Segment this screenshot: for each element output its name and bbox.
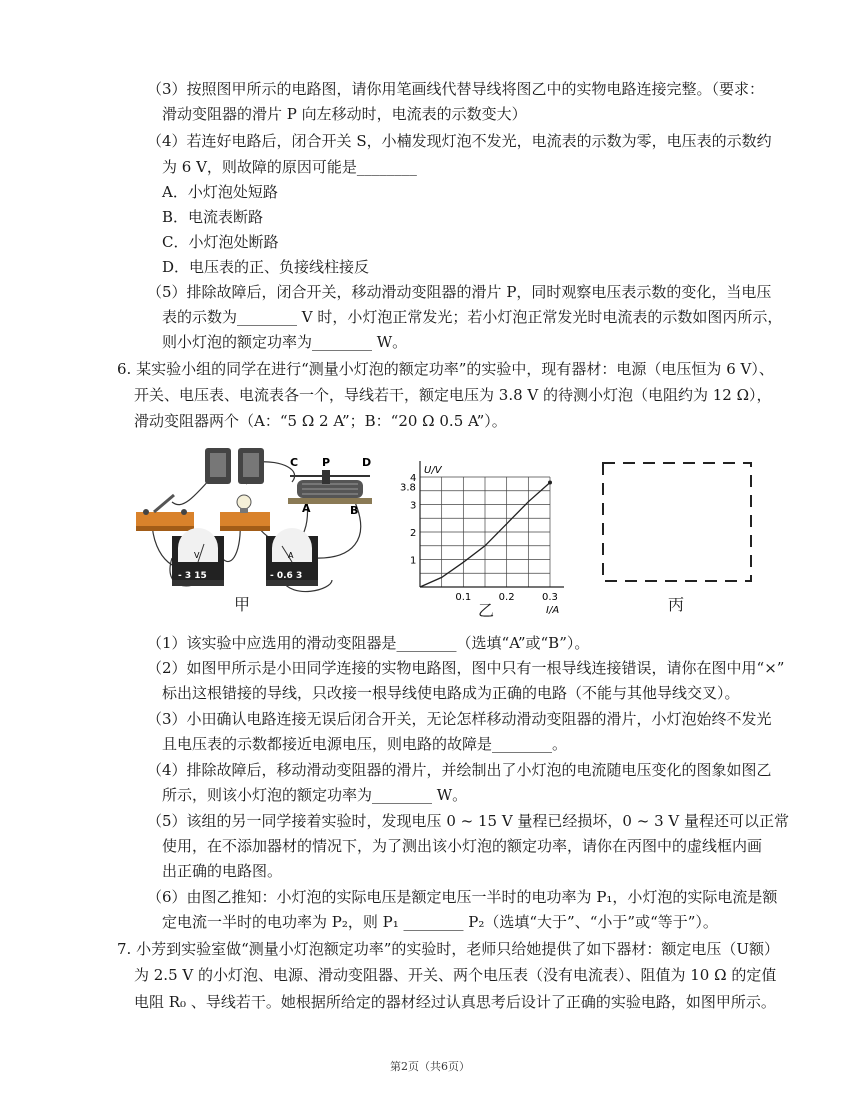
q7-line2: 为 2.5 V 的小灯泡、电源、滑动变阻器、开关、两个电压表（没有电流表）、阻值为 10 Ω 的定值 <box>134 966 777 984</box>
switch-icon <box>136 495 194 531</box>
figure-jia-circuit <box>132 440 392 620</box>
q6-sub1: （1）该实验中应选用的滑动变阻器是________（选填“A”或“B”）。 <box>147 634 590 652</box>
q7-line3: 电阻 R₀ 、导线若干。她根据所给定的器材经过认真思考后设计了正确的实验电路，如图甲所示。 <box>134 993 776 1011</box>
q5-part5-line3: 则小灯泡的额定功率为________ W。 <box>162 333 408 351</box>
chart-y-tick-label: 3 <box>410 500 417 512</box>
q6-sub5-line2: 使用，在不添加器材的情况下，为了测出该小灯泡的额定功率，请你在丙图中的虚线框内画 <box>162 837 763 855</box>
battery-icon <box>205 448 264 484</box>
figure-bing-dashed-box <box>598 458 756 586</box>
q5-part3-line2: 滑动变阻器的滑片 P 向左移动时，电流表的示数变大） <box>162 105 527 123</box>
q5-option-b: B．电流表断路 <box>162 208 264 226</box>
q6-line1: 6. 某实验小组的同学在进行“测量小灯泡的额定功率”的实验中，现有器材：电源（电压恒为 6 V）、 <box>117 360 774 378</box>
chart-y-tick-label: 1 <box>410 555 417 567</box>
q6-line3: 滑动变阻器两个（A：“5 Ω 2 A”；B：“20 Ω 0.5 A”）。 <box>134 412 507 430</box>
q5-part4-line2: 为 6 V，则故障的原因可能是________ <box>162 158 417 176</box>
page-footer: 第2页（共6页） <box>390 1060 470 1073</box>
chart-y-tick-label: 3.8 <box>400 482 416 494</box>
chart-y-tick-label: 2 <box>410 528 417 539</box>
bulb-icon <box>220 495 270 531</box>
chart-y-tick-label: 4 <box>410 473 417 484</box>
q6-sub4-line1: （4）排除故障后，移动滑动变阻器的滑片，并绘制出了小灯泡的电流随电压变化的图象如图乙 <box>147 761 772 779</box>
figure-bing-label: 丙 <box>668 595 685 614</box>
chart-xlabel: I/A <box>546 605 560 616</box>
q6-sub5-line3: 出正确的电路图。 <box>162 862 283 880</box>
q6-sub2-line2: 标出这根错接的导线，只改接一根导线使电路成为正确的电路（不能与其他导线交叉）。 <box>162 684 740 702</box>
chart-x-tick-label: 0.3 <box>542 592 558 603</box>
figure-yi-label: 乙 <box>478 601 495 620</box>
ammeter-terminals: - 0.6 3 <box>270 571 303 581</box>
q5-part3-line1: （3）按照图甲所示的电路图，请你用笔画线代替导线将图乙中的实物电路连接完整。（要求： <box>147 80 765 98</box>
q6-sub3-line2: 且电压表的示数都接近电源电压，则电路的故障是________。 <box>162 735 568 753</box>
q6-sub6-line1: （6）由图乙推知：小灯泡的实际电压是额定电压一半时的电功率为 P₁，小灯泡的实际电流是额 <box>147 888 778 906</box>
figure-yi-chart <box>390 455 580 620</box>
voltmeter-dial-label: V <box>194 551 200 560</box>
q6-sub6-line2: 定电流一半时的电功率为 P₂，则 P₁ ________ P₂（选填“大于”、“小于”或“等于”）。 <box>162 913 718 931</box>
rheostat-label-p: P <box>322 456 331 469</box>
q6-sub5-line1: （5）该组的另一同学接着实验时，发现电压 0 ~ 15 V 量程已经损坏，0 ~ 3 V 量程还可以正常 <box>147 812 789 830</box>
q6-sub3-line1: （3）小田确认电路连接无误后闭合开关，无论怎样移动滑动变阻器的滑片，小灯泡始终不发光 <box>147 710 772 728</box>
rheostat-label-a: A <box>302 502 311 515</box>
q6-sub4-line2: 所示，则该小灯泡的额定功率为________ W。 <box>162 786 468 804</box>
chart-x-tick-label: 0.1 <box>455 592 472 603</box>
rheostat-label-b: B <box>350 504 359 517</box>
q5-option-a: A．小灯泡处短路 <box>162 183 278 201</box>
chart-point <box>548 481 552 485</box>
q5-option-d: D．电压表的正、负接线柱接反 <box>162 258 370 276</box>
q6-sub2-line1: （2）如图甲所示是小田同学连接的实物电路图，图中只有一根导线连接错误，请你在图中用“×” <box>147 659 785 677</box>
q5-part5-line1: （5）排除故障后，闭合开关，移动滑动变阻器的滑片 P，同时观察电压表示数的变化，当电压 <box>147 283 772 301</box>
chart-x-tick-label: 0.2 <box>498 592 515 603</box>
rheostat-label-c: C <box>290 456 299 469</box>
ammeter-dial-label: A <box>288 551 294 560</box>
figure-jia-label: 甲 <box>234 595 251 614</box>
chart-grid <box>420 477 550 587</box>
q5-part4-line1: （4）若连好电路后，闭合开关 S，小楠发现灯泡不发光，电流表的示数为零，电压表的示数约 <box>147 132 772 150</box>
voltmeter-terminals: - 3 15 <box>178 571 207 581</box>
q7-line1: 7. 小芳到实验室做“测量小灯泡额定功率”的实验时，老师只给她提供了如下器材：额定电压（U额） <box>117 940 780 958</box>
rheostat-icon <box>288 470 372 504</box>
q5-option-c: C．小灯泡处断路 <box>162 233 279 251</box>
chart-ticks <box>400 473 558 603</box>
q6-line2: 开关、电压表、电流表各一个，导线若干，额定电压为 3.8 V 的待测小灯泡（电阻约为 12 Ω）， <box>134 386 772 404</box>
rheostat-label-d: D <box>362 456 372 469</box>
q5-part5-line2: 表的示数为________ V 时，小灯泡正常发光；若小灯泡正常发光时电流表的示数如图丙所示， <box>162 308 783 326</box>
chart-ylabel: U/V <box>424 465 442 476</box>
